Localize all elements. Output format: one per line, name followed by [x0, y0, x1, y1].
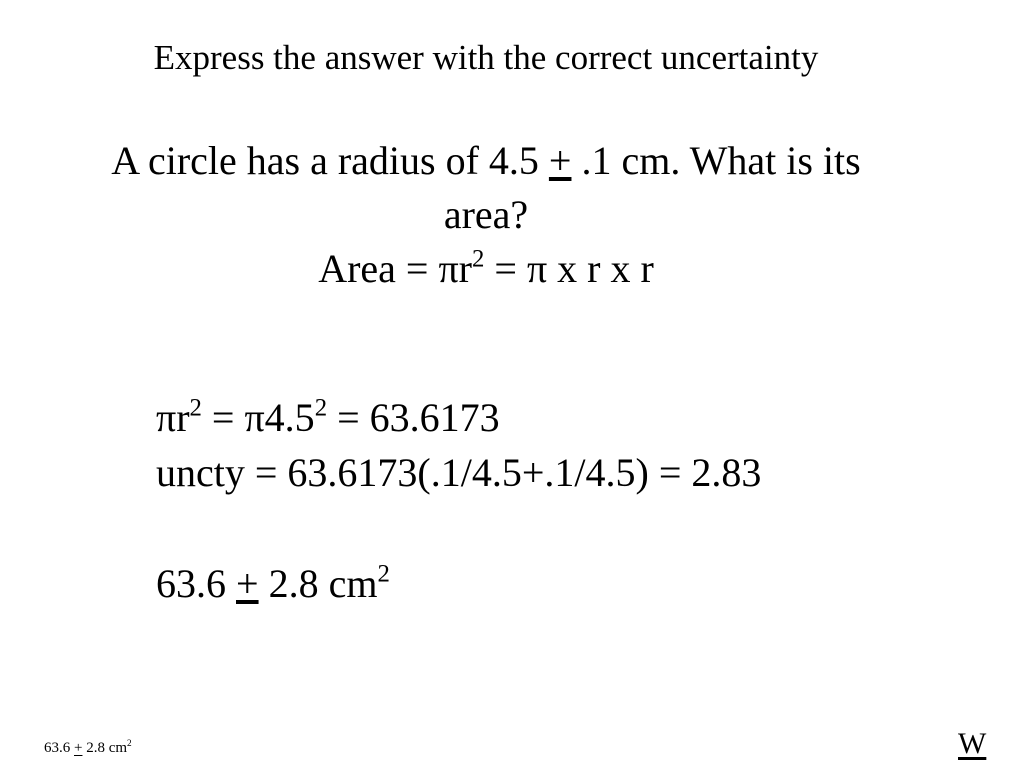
final-answer [156, 556, 390, 611]
slide-title: Express the answer with the correct uncertainty [153, 38, 819, 77]
plus-minus-symbol: + [548, 138, 572, 183]
question-block [20, 134, 952, 296]
work-step-uncertainty: uncty = 63.6173(.1/4.5+.1/4.5) = 2.83 [156, 450, 762, 495]
area-formula-pre: Area = πr [318, 246, 472, 291]
area-formula-exponent: 2 [471, 245, 485, 273]
work-block [156, 390, 996, 500]
footer-w-link[interactable]: W [958, 727, 987, 760]
footer-note-rest: 2.8 cm [82, 740, 128, 756]
area-formula [20, 242, 952, 296]
area-formula-post: = π x r x r [484, 246, 654, 291]
work-step-area-b-exponent: 2 [314, 394, 328, 422]
footer-note-plus-minus: + [74, 740, 83, 756]
work-step-area-c: = 63.6173 [327, 395, 500, 440]
work-step-area-a-exponent: 2 [189, 394, 202, 422]
question-line-1 [20, 134, 952, 188]
question-text-post: .1 cm. What is its [571, 138, 861, 183]
footer-answer-note [44, 738, 132, 758]
footer-note-exponent: 2 [127, 739, 132, 750]
question-text-pre: A circle has a radius of 4.5 [111, 138, 549, 183]
work-step-area [156, 390, 996, 445]
work-step-area-a: πr [156, 395, 190, 440]
final-answer-exponent: 2 [377, 560, 390, 588]
final-answer-rest: 2.8 cm [258, 561, 378, 606]
footer-note-value: 63.6 [44, 740, 74, 756]
final-answer-value: 63.6 [156, 561, 236, 606]
question-line-2: area? [443, 192, 529, 237]
work-step-area-b: = π4.5 [201, 395, 315, 440]
final-answer-plus-minus: + [236, 561, 259, 606]
